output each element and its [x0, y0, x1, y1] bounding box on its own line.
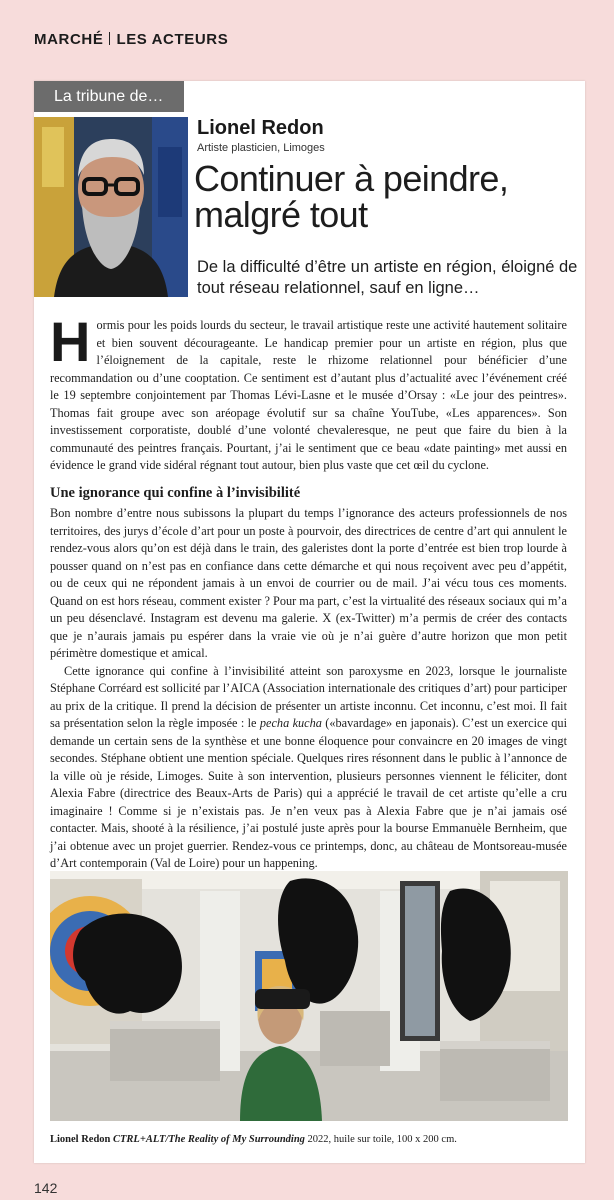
caption-artist: Lionel Redon: [50, 1134, 111, 1145]
author-photo: [34, 117, 188, 297]
section-header: [34, 31, 228, 48]
page-number: 142: [34, 1180, 58, 1196]
paragraph-2-part-2: («bavardage» en japonais). C’est un exercice qui demande un certain sens de la synthèse et une bonne éloquence pour convaincre en 20 images de vingt secondes. Stéphane obtient une mention spéciale. Quelques rires résonnent dans le public à l’annonce de la ville où je réside, Limoges. Suite à son intervention, plusieurs personnes viennent le féliciter, dont Alexia Fabre (directrice des Beaux-Arts de Paris) qui a apprécié le travail de cet artiste qu’elle a cru imaginaire ! Comme si je n’existais pas. Je n’en veux pas à Alexia Fabre que je n’ai jamais osé contacter. Mais, shooté à la résilience, j’ai postulé juste après pour la bourse Emmanuèle Bernheim, que j’ai obtenue avec un projet guerrier. Rendez-vous ce printemps, donc, au château de Montsoreau-musée d’Art contemporain (Val de Loire) pour un happening.: [50, 716, 567, 870]
tribune-tag: La tribune de…: [34, 81, 184, 112]
paragraph-1: Bon nombre d’entre nous subissons la plupart du temps l’ignorance des acteurs professionnels de nos territoires, des jurys d’école d’art pour un poste à pourvoir, des directrices de centre d’art qui annulent le rendez-vous alors qu’on est déjà dans le train, des galeristes dont la porte d’entrée est bien trop lourde à pousser quand on n’est pas en confiance dans cette démarche et qui nous reçoivent avec peu d’appétit, ou de ceux qui ne répondent jamais à un envoi de courrier ou de mail. J’ai vécu tous ces moments. Quand on est hors réseau, comment exister ? Pour ma part, c’est la virtualité des réseaux sociaux qui m’a un peu désenclavé. Instagram est devenu ma galerie. X (ex-Twitter) m’a permis de créer des contacts que je n’aurais jamais pu espérer dans la vraie vie où je n’ai guère d’autre horizon que mon petit périmètre domestique et amical.: [50, 506, 567, 660]
artwork-image: [50, 871, 568, 1121]
section-label: MARCHÉ: [34, 31, 104, 48]
paragraph-2-part-1: Cette ignorance qui confine à l’invisibilité atteint son paroxysme en 2023, lorsque le journaliste Stéphane Corréard est sollicité par l’AICA (Association internationale des critiques d’art) pour participer au prix de la critique. Il prend la décision de présenter un artiste inconnu. Cet inconnu, c’est moi. Il fait sa présentation selon la règle imposée : le: [50, 663, 567, 730]
article-subtitle: De la difficulté d’être un artiste en région, éloigné de tout réseau relationnel, sauf en ligne…: [197, 258, 578, 297]
author-role: Artiste plasticien, Limoges: [197, 142, 325, 154]
caption-title: CTRL+ALT/The Reality of My Surrounding: [113, 1134, 305, 1145]
article-body: [50, 310, 567, 873]
intro-paragraph: [50, 310, 567, 475]
paragraph-2: [50, 663, 567, 873]
caption-details: 2022, huile sur toile, 100 x 200 cm.: [307, 1134, 457, 1145]
subsection-label: LES ACTEURS: [116, 31, 229, 48]
artwork-caption: [50, 1134, 570, 1145]
pecha-kucha-term: pecha kucha: [259, 716, 322, 730]
drop-cap: H: [50, 310, 91, 373]
article-card: [34, 81, 585, 1163]
article-title: Continuer à peindre, malgré tout: [194, 158, 509, 235]
header-divider: [109, 32, 110, 45]
author-name: Lionel Redon: [197, 117, 324, 139]
intro-text: ormis pour les poids lourds du secteur, le travail artistique reste une activité hautement solitaire et bien souvent décourageante. Le handicap premier pour un artiste en région, plus que l’éloignement de la capitale, reste le rhizome relationnel pour bénéficier d’une recommandation ou d’une cooptation. Ce sentiment est d’autant plus d’actualité avec l’événement créé le 19 septembre conjointement par Thomas Lévi-Lasne et le musée d’Orsay : «Le jour des peintres». Thomas fait groupe avec son aréopage évolutif sur sa chaîne YouTube, «Les apparences». Son investissement corporatiste, doublé d’une volonté chevaleresque, ne peut que faire du bien à la communauté des peintres français. Pourtant, j’ai le sentiment que ce beau «date painting» met aussi en évidence le grand vide sidéral régnant tout autour, bien plus vaste que cet œil du cyclone.: [50, 318, 567, 472]
section-heading: Une ignorance qui confine à l’invisibilité: [50, 484, 301, 501]
